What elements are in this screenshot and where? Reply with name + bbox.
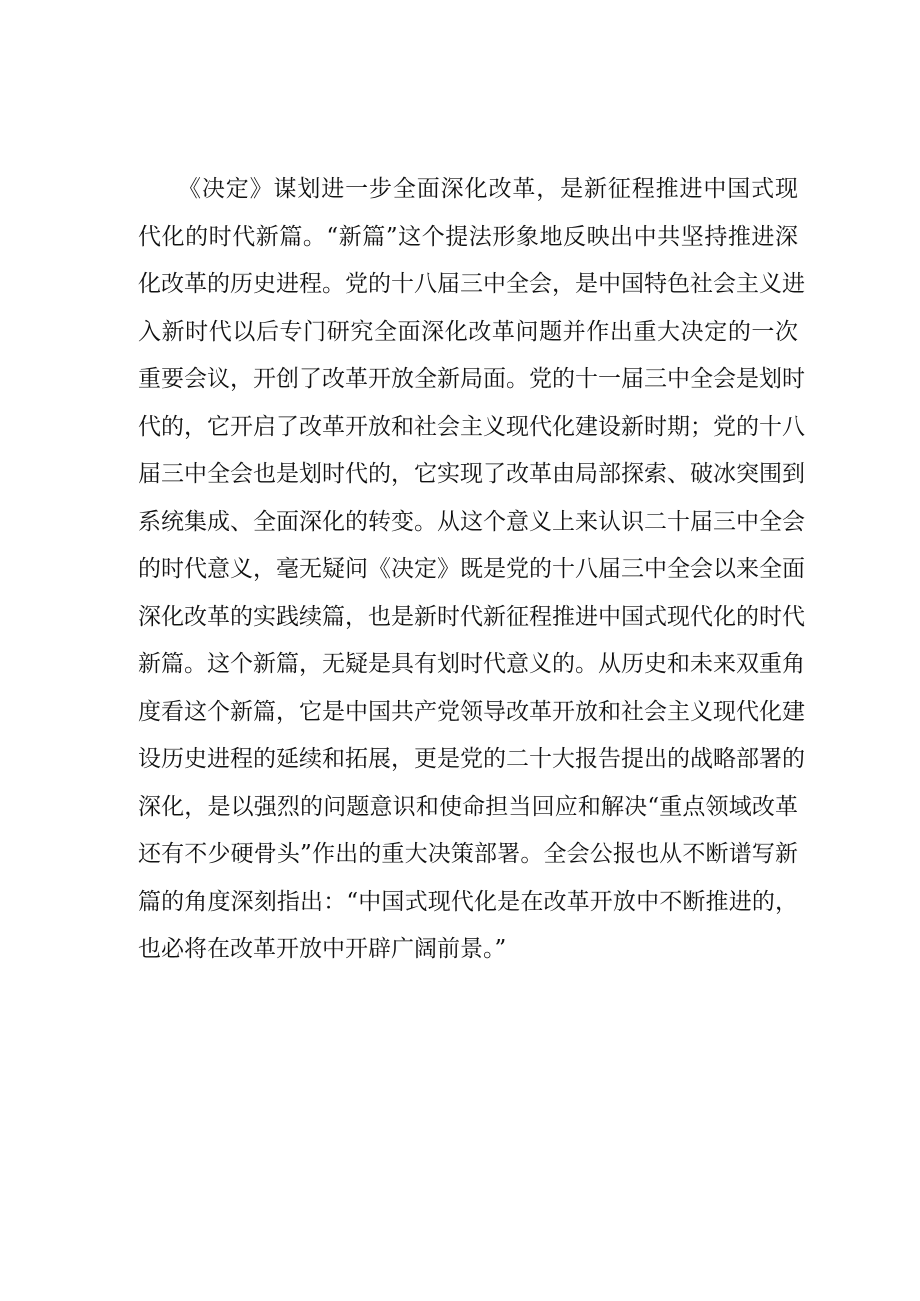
paragraph-line: 届三中全会也是划时代的，它实现了改革由局部探索、破冰突围到 <box>138 461 805 487</box>
paragraph-line: 设历史进程的延续和拓展，更是党的二十大报告提出的战略部署的 <box>138 746 805 772</box>
paragraph-line: 系统集成、全面深化的转变。从这个意义上来认识二十届三中全会 <box>138 508 805 535</box>
paragraph-line: 深化，是以强烈的问题意识和使命担当回应和解决“重点领域改革 <box>138 793 798 820</box>
paragraph-line: 代的，它开启了改革开放和社会主义现代化建设新时期；党的十八 <box>138 413 805 440</box>
paragraph-line: 深化改革的实践续篇，也是新时代新征程推进中国式现代化的时代 <box>138 603 805 630</box>
paragraph-line: 重要会议，开创了改革开放全新局面。党的十一届三中全会是划时 <box>138 366 805 392</box>
paragraph-line-last: 也必将在改革开放中开辟广阔前景。” <box>138 936 507 962</box>
paragraph-line: 入新时代以后专门研究全面深化改革问题并作出重大决定的一次 <box>138 318 798 345</box>
paragraph-line: 《决定》谋划进一步全面深化改革，是新征程推进中国式现 <box>178 176 798 202</box>
paragraph-line: 还有不少硬骨头”作出的重大决策部署。全会公报也从不断谱写新 <box>138 841 798 867</box>
paragraph-line: 化改革的历史进程。党的十八届三中全会，是中国特色社会主义进 <box>138 271 805 297</box>
paragraph-line: 新篇。这个新篇，无疑是具有划时代意义的。从历史和未来双重角 <box>138 651 805 677</box>
paragraph-line: 度看这个新篇，它是中国共产党领导改革开放和社会主义现代化建 <box>138 698 805 725</box>
body-paragraph <box>138 166 805 974</box>
paragraph-line: 代化的时代新篇。“新篇”这个提法形象地反映出中共坚持推进深 <box>138 223 798 250</box>
paragraph-line: 篇的角度深刻指出：“中国式现代化是在改革开放中不断推进的， <box>138 888 798 915</box>
paragraph-line: 的时代意义，毫无疑问《决定》既是党的十八届三中全会以来全面 <box>138 556 805 582</box>
